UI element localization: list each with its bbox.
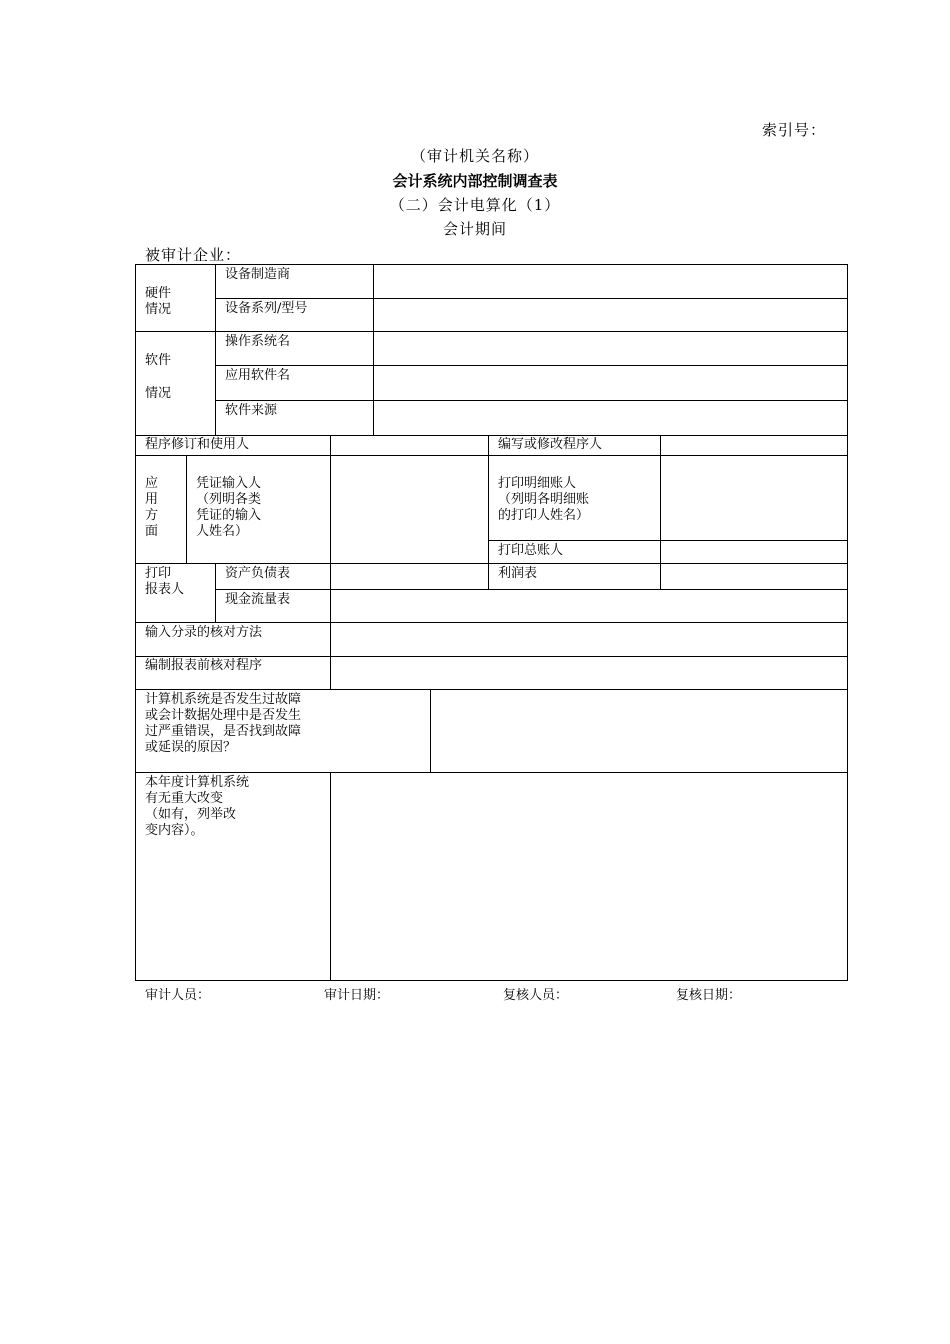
print-detail-ledger-label: 打印明细账人 （列明各明细账 的打印人姓名） xyxy=(498,476,590,523)
application-aspect-label: 应 用 方 面 xyxy=(145,476,159,539)
income-statement-label: 利润表 xyxy=(498,566,538,581)
table-rule xyxy=(135,331,848,332)
table-rule xyxy=(135,772,848,773)
software-source-label: 软件来源 xyxy=(225,403,278,418)
entry-check-label: 输入分录的核对方法 xyxy=(145,625,263,640)
software-label-bottom: 情况 xyxy=(145,386,172,401)
table-rule xyxy=(135,622,848,623)
auditor-label: 审计人员： xyxy=(145,988,211,1003)
review-date-label: 复核日期： xyxy=(676,988,742,1003)
voucher-input-label: 凭证输入人 （列明各类 凭证的输入 人姓名） xyxy=(196,476,262,539)
table-rule xyxy=(215,365,848,366)
report-printer-label: 打印 报表人 xyxy=(145,566,185,597)
table-border-bottom xyxy=(135,980,848,981)
table-rule xyxy=(186,455,187,563)
table-rule xyxy=(215,400,848,401)
software-label-top: 软件 xyxy=(145,353,172,368)
hardware-model-label: 设备系列/型号 xyxy=(225,301,308,316)
table-rule xyxy=(135,656,848,657)
software-app-label: 应用软件名 xyxy=(225,368,291,383)
table-rule xyxy=(330,622,331,689)
table-rule xyxy=(135,689,848,690)
software-os-label: 操作系统名 xyxy=(225,334,291,349)
table-rule xyxy=(430,689,431,772)
hardware-label: 硬件 情况 xyxy=(145,286,172,317)
page-title: 会计系统内部控制调查表 xyxy=(392,172,558,190)
print-general-ledger-label: 打印总账人 xyxy=(498,543,564,558)
table-rule xyxy=(373,264,374,435)
hardware-manufacturer-label: 设备制造商 xyxy=(225,267,291,282)
system-failure-question: 计算机系统是否发生过故障 或会计数据处理中是否发生 过严重错误，是否找到故障 或延误的原因？ xyxy=(145,692,302,755)
index-number-label: 索引号： xyxy=(762,121,827,139)
table-rule xyxy=(135,435,848,436)
page-subtitle: （二）会计电算化（1） xyxy=(389,196,561,214)
table-rule xyxy=(215,298,848,299)
system-change-question: 本年度计算机系统 有无重大改变 （如有，列举改 变内容）。 xyxy=(145,775,250,838)
accounting-period-label: 会计期间 xyxy=(442,220,507,238)
cash-flow-label: 现金流量表 xyxy=(225,592,291,607)
table-rule xyxy=(330,435,331,622)
table-rule xyxy=(215,563,216,622)
audit-agency-name: （审计机关名称） xyxy=(410,147,539,165)
table-rule xyxy=(135,563,848,564)
table-rule xyxy=(215,264,216,435)
audited-entity-label: 被审计企业： xyxy=(145,246,242,264)
table-border-top xyxy=(135,264,848,265)
table-rule xyxy=(660,435,661,589)
table-rule xyxy=(488,435,489,589)
program-users-label: 程序修订和使用人 xyxy=(145,437,250,452)
table-rule xyxy=(330,772,331,980)
reviewer-label: 复核人员： xyxy=(503,988,569,1003)
programmer-label: 编写或修改程序人 xyxy=(498,437,603,452)
table-rule xyxy=(215,589,848,590)
audit-date-label: 审计日期： xyxy=(324,988,390,1003)
balance-sheet-label: 资产负债表 xyxy=(225,566,291,581)
table-rule xyxy=(135,455,848,456)
table-rule xyxy=(488,540,848,541)
report-check-label: 编制报表前核对程序 xyxy=(145,658,263,673)
